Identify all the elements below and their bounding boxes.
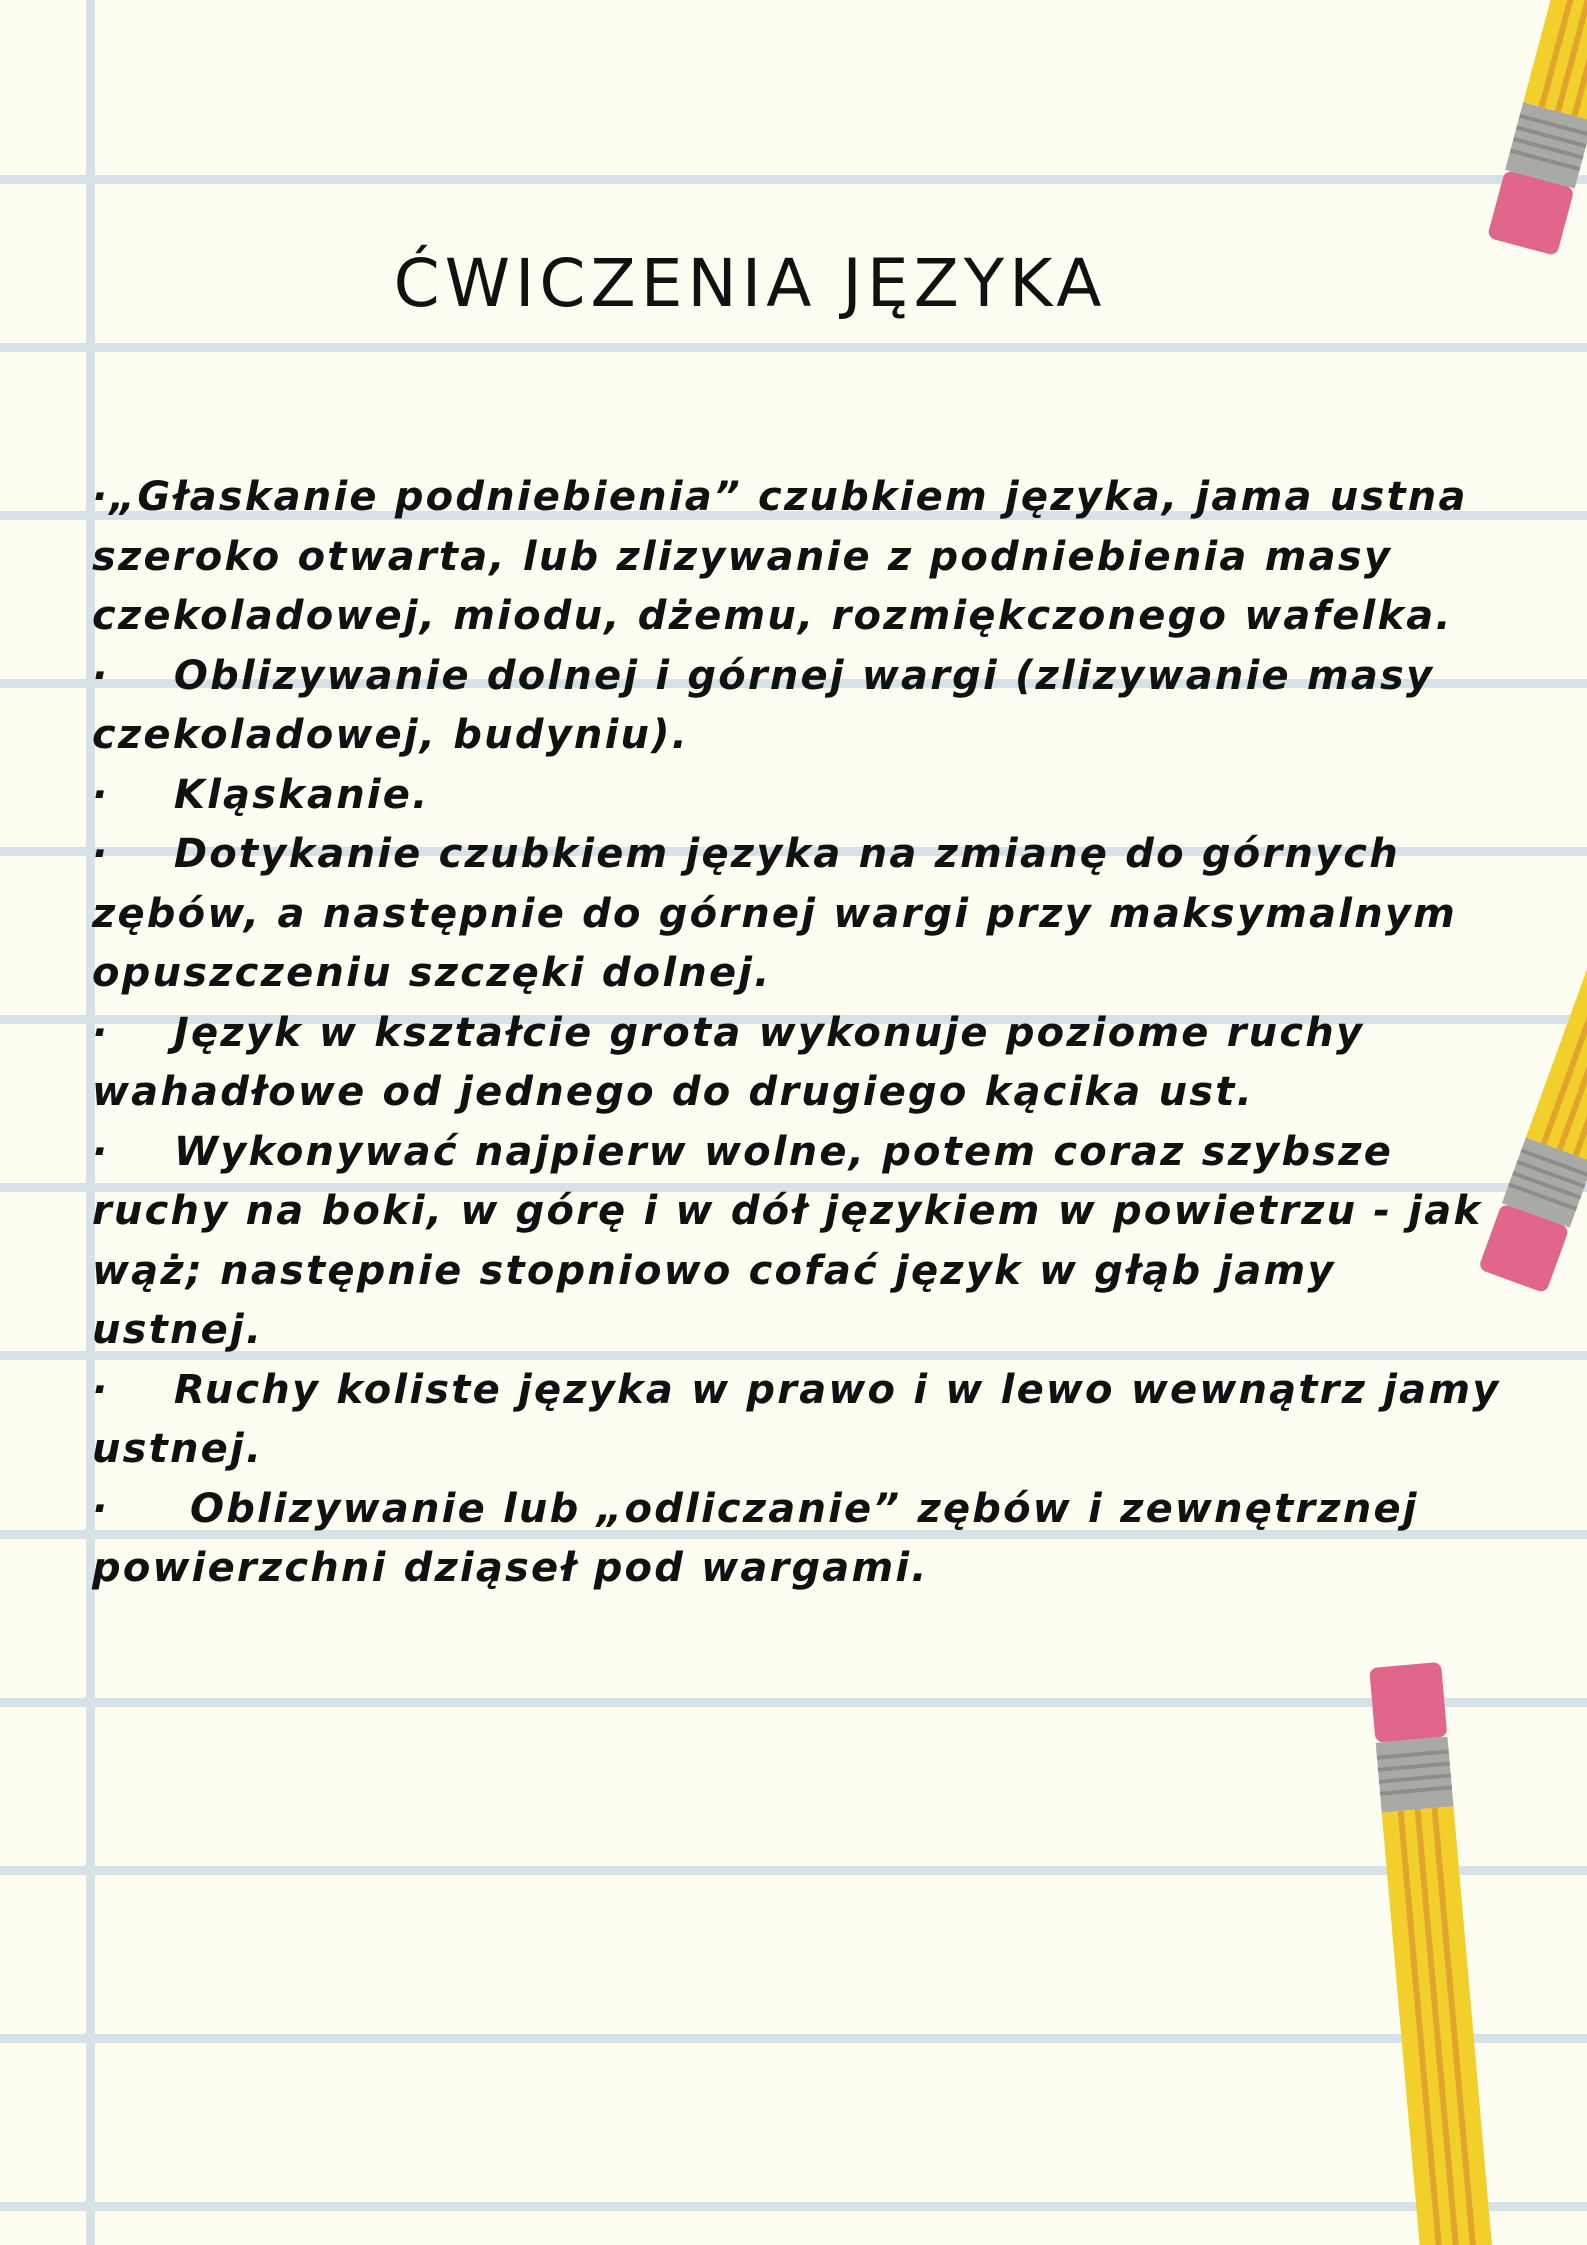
list-item: · Wykonywać najpierw wolne, potem coraz szybsze ruchy na boki, w górę i w dół językiem w powietrzu - jak wąż; następnie stopniowo cofać język w głąb jamy ustnej. — [92, 1128, 1499, 1353]
list-item: · Kląskanie. — [92, 771, 430, 818]
list-item: · Ruchy koliste języka w prawo i w lewo wewnątrz jamy ustnej. — [92, 1366, 1517, 1472]
list-item: · Język w kształcie grota wykonuje poziome ruchy wahadłowe od jednego do drugiego kącika ust. — [92, 1009, 1381, 1115]
page-title: ĆWICZENIA JĘZYKA — [393, 245, 1107, 322]
pencil-top-icon — [1487, 0, 1587, 256]
pencil-bottom-icon — [1369, 1662, 1499, 2245]
list-item: · Oblizywanie dolnej i górnej wargi (zlizywanie masy czekoladowej, budyniu). — [92, 652, 1451, 758]
list-item: ·„Głaskanie podniebienia” czubkiem języka, jama ustna szeroko otwarta, lub zlizywanie z podniebienia masy czekoladowej, miodu, dżemu, rozmiękczonego wafelka. — [92, 474, 1484, 639]
exercise-list — [92, 468, 1522, 1599]
list-item: · Oblizywanie lub „odliczanie” zębów i zewnętrznej powierzchni dziąseł pod wargami. — [92, 1485, 1435, 1591]
list-item: · Dotykanie czubkiem języka na zmianę do górnych zębów, a następnie do górnej wargi przy maksymalnym opuszczeniu szczęki dolnej. — [92, 831, 1474, 996]
